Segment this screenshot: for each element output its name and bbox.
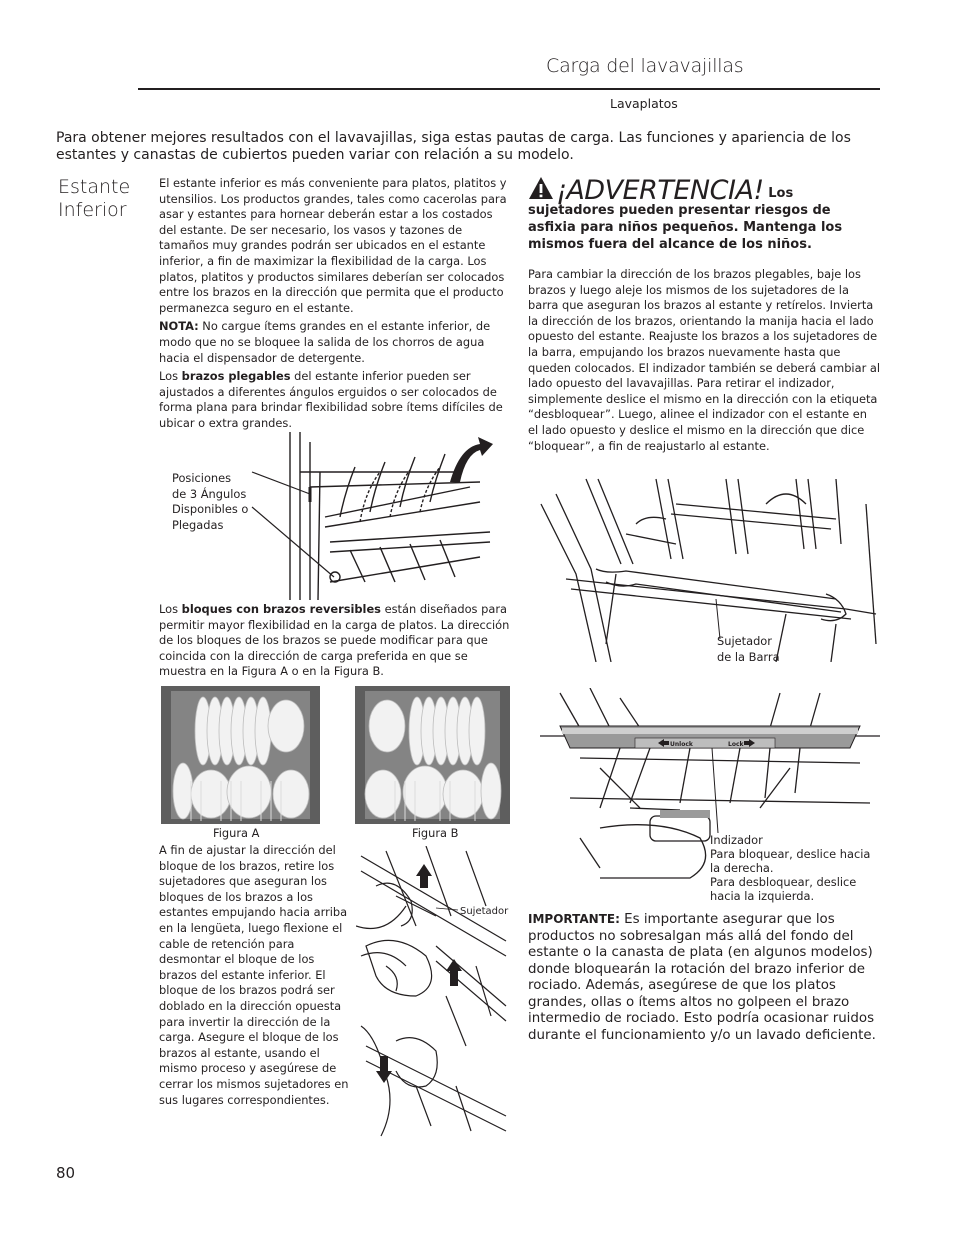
reversible-blocks-term: bloques con brazos reversibles [181,602,381,616]
figure-a-photo [161,686,320,824]
caption-line: de 3 Ángulos [172,486,247,501]
folding-tines-term: brazos plegables [181,369,291,384]
adjust-blocks-paragraph: A fin de ajustar la dirección del bloque de los brazos, retire los sujetadores que aseguran los bloques de los brazos a los estantes empujando hacia arriba en la lengüeta, luego flexione el cable de retención para desmontar el bloque de los brazos del estante inferior. El bloque de los brazos podrá ser doblado en la dirección opuesta para invertir la dirección de la carga. Asegure el bloque de los brazos al estante, usando el mismo proceso y asegúrese de cerrar los mismos sujetadores en sus lugares correspondientes. [159,843,349,1107]
clip-label: Sujetador [460,906,509,917]
caption-line: Plegadas [172,517,224,532]
intro-paragraph: Para obtener mejores resultados con el lavavajillas, siga estas pautas de carga. Las funciones y apariencia de los estantes y canastas de cubiertos pueden variar con relación a su modelo. [56,130,851,163]
warning-title: ¡ADVERTENCIA! [556,175,764,206]
important-text: Es importante asegurar que los productos no sobresalgan más allá del fondo del estante o la canasta de plata (en algunos modelos) donde bloquearán la rotación del brazo inferior de rociado. Además, asegúrese de que los platos grandes, ollas o ítems altos no golpeen el brazo intermedio de rociado. Esto podría ocasionar ruidos durante el funcionamiento y/o un lavado deficiente. [528,912,876,1043]
clip-removal-illustration [356,846,512,1142]
caption-line: Posiciones [172,471,232,485]
section-title-line2: Inferior [58,199,127,221]
note-label: NOTA: [159,319,199,334]
caption-line: Disponibles o [172,502,249,516]
positions-caption [172,471,248,533]
section-title [58,176,130,222]
important-paragraph [528,911,880,1044]
caption-line: la derecha. [710,861,774,875]
section-title-line1: Estante [58,176,131,198]
important-label: IMPORTANTE: [528,912,620,926]
caption-line: hacia la izquierda. [710,889,815,903]
caption-line: Para desbloquear, deslice [710,875,857,889]
figure-b-photo [355,686,510,824]
rack-description: El estante inferior es más conveniente para platos, platitos y utensilios. Los productos grandes, tales como cacerolas para asar y estantes para hornear deberán estar a los costados del estante. De ser necesario, los vasos y tazones de tamaños muy grandes podrán ser ubicados en el estante inferior, a fin de maximizar la flexibilidad de la carga. Los platos, platitos y productos similares deberían ser colocados entre los brazos en la dirección que permita que el producto permanezca seguro en el estante. [159,176,507,315]
bar-clip-caption [717,634,780,665]
caption-line: Para bloquear, deslice hacia [710,847,871,861]
reversible-blocks-paragraph [159,602,511,680]
tines-direction-paragraph: Para cambiar la dirección de los brazos plegables, baje los brazos y luego aleje los mismos de los sujetadores de la barra que aseguran los brazos al estante y retírelos. Invierta la dirección de los brazos, orientando la manija hacia el lado opuesto del estante. Reajuste los brazos a los sujetadores de la barra, empujando los brazos nuevamente hasta que queden colocados. El indizador también se deberá cambiar al lado opuesto del lavavajillas. Para retirar el indizador, simplemente deslice el mismo en la dirección con la etiqueta “desbloquear”. Luego, alinee el indizador con el estante en el lado opuesto y deslice el mismo en la dirección que dice “bloquear”, a fin de reajustarlo al estante. [528,267,881,453]
page-title: Carga del lavavajillas [546,55,744,77]
caption-line: de la Barra [717,649,780,664]
bar-clip-illustration [536,474,880,662]
header-divider [138,88,880,90]
text-fragment: del estante inferior pueden ser ajustados a diferentes ángulos erguidos o ser colocados de forma plana para brindar flexibilidad sobre ítems difíciles de ubicar o extra grandes. [159,369,503,430]
caption-line: Sujetador [717,634,772,648]
warning-block [528,176,880,454]
text-fragment: Los [159,602,182,616]
left-column-text [159,176,511,435]
folding-tines-paragraph [159,369,511,431]
figure-b-caption: Figura B [412,826,459,840]
caption-line: Indizador [710,833,763,847]
warning-heading [528,176,880,253]
lock-label: Lock [728,741,744,748]
page-subtitle: Lavaplatos [610,96,678,111]
text-fragment: Los [159,369,182,384]
figure-a-caption: Figura A [213,826,260,840]
page-number: 80 [56,1164,76,1182]
warning-triangle-icon [528,176,554,200]
warning-text: Los sujetadores pueden presentar riesgos de asfixia para niños pequeños. Mantenga los mismos fuera del alcance de los niños. [528,186,843,252]
rotate-arrow-icon [450,437,493,482]
indexer-caption [710,833,870,903]
note-text: No cargue ítems grandes en el estante inferior, de modo que no se bloquee la salida de los chorros de agua hacia el dispensador de detergente. [159,319,491,365]
text-fragment: están diseñados para permitir mayor flexibilidad en la carga de platos. La dirección de los bloques de los brazos se puede modificar para que coincida con la dirección de carga preferida en que se muestra en la Figura A o en la Figura B. [159,602,510,679]
unlock-label: Unlock [670,741,693,748]
note-paragraph [159,319,511,366]
